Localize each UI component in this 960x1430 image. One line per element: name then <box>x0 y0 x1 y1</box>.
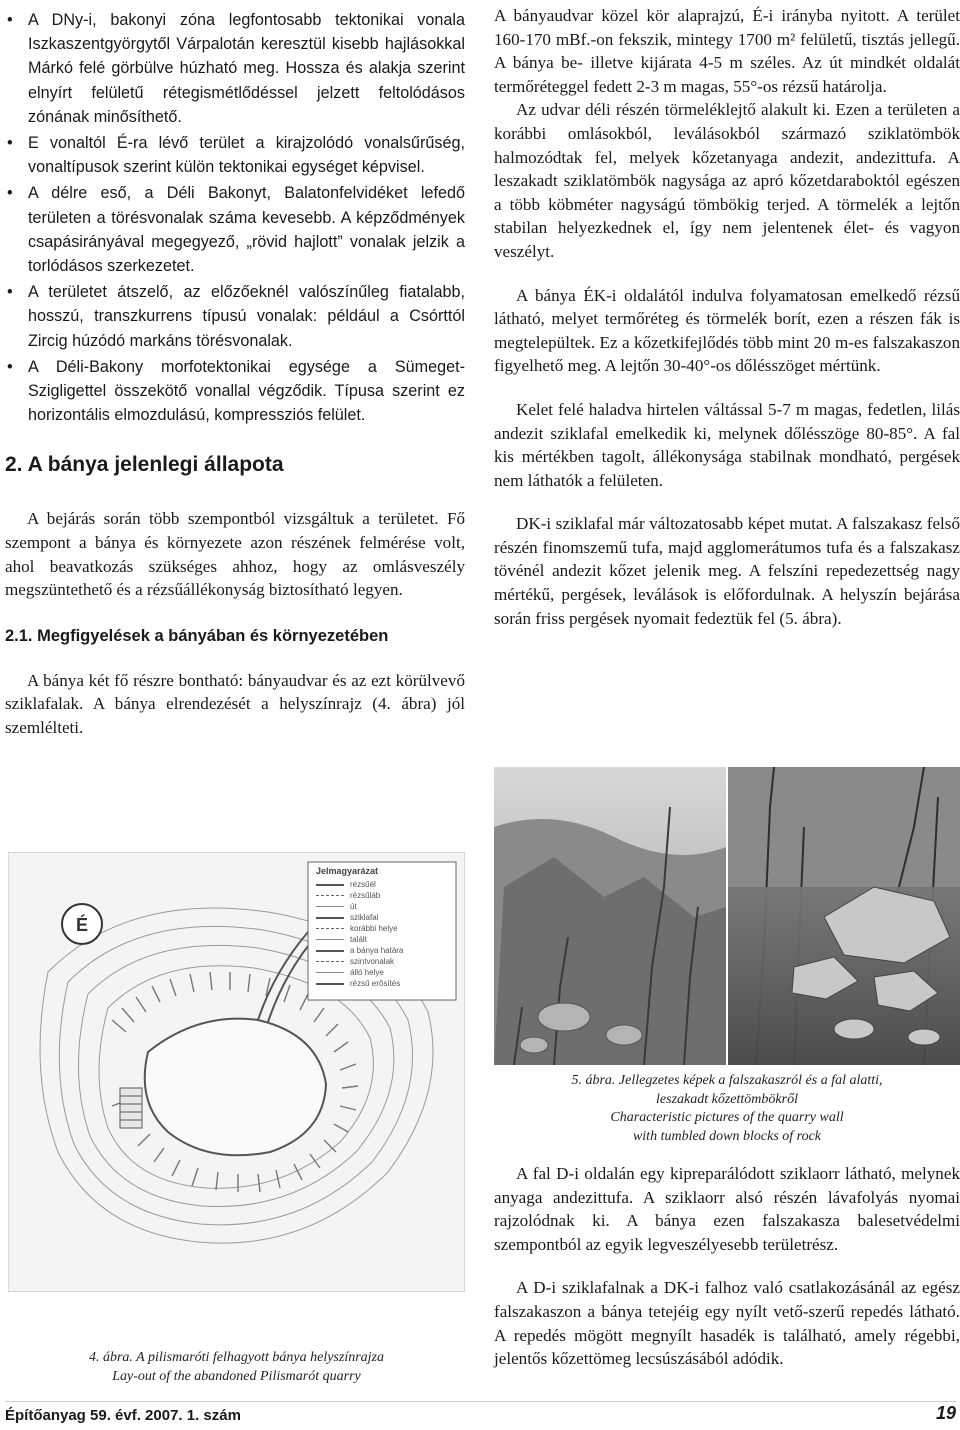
bullet-item: • A Déli-Bakony morfotektonikai egysége a Sümeget-Szigligettel összekötő vonallal végződik. Típusa szerint ez horizontális elmozdulású, kompressziós felület. <box>7 357 465 425</box>
legend-title: Jelmagyarázat <box>316 866 379 876</box>
legend-swatch <box>316 928 344 929</box>
figure-5-caption <box>494 1072 960 1146</box>
bullet-text: A DNy-i, bakonyi zóna legfontosabb tektonikai vonala Iszkaszentgyörgytől Várpalotán keresztül kisebb hajlásokkal Márkó felé görbülve húzható meg. Hossza és alakja szerint elnyírt felületű rétegismétlődéssel jelzett feltolódásos zónának minősíthető. <box>28 11 465 126</box>
body-paragraph: Kelet felé haladva hirtelen váltással 5-7 m magas, fedetlen, lilás andezit sziklafal emelkedik ki, melynek dőlésszöge 80-85°. A fal kis mértékben tagolt, állékonysága stabilnak mondható, pergések nem láthatók a felületen. <box>494 399 960 490</box>
bullet-item: • E vonaltól É-ra lévő terület a kirajzolódó vonalsűrűség, vonaltípusok szerint külön tektonikai egységet képvisel. <box>7 134 465 177</box>
site-plan-legend <box>316 866 452 989</box>
figure-5-caption-line: with tumbled down blocks of rock <box>632 1128 822 1144</box>
figure-4-caption <box>8 1349 465 1386</box>
body-paragraph: A fal D-i oldalán egy kipreparálódott sziklaorr látható, melynek anyaga andezittufa. A sziklaorr alsó részén lávafolyás nyomai rajzolódnak ki. A bánya ezen falszakasza balesetvédelmi szempontból az egyik legveszélyesebb területrész. <box>494 1164 960 1254</box>
legend-item <box>316 879 452 890</box>
legend-label: rézsűél <box>350 880 376 889</box>
legend-label: a bánya határa <box>350 946 404 955</box>
figure-5-caption-line: 5. ábra. Jellegzetes képek a falszakaszról és a fal alatti, <box>571 1073 883 1088</box>
figure-4-caption-hu: 4. ábra. A pilismaróti felhagyott bánya helyszínrajza <box>88 1350 385 1365</box>
body-paragraph: A D-i sziklafalnak a DK-i falhoz való csatlakozásánál az egész falszakaszon a bánya tetejéig egy nyílt vető-szerű repedés látható. A repedés mögött megnyílt hasadék is található, amely régebbi, jelentős kőzettömeg lecsúszásából adódik. <box>494 1278 960 1369</box>
legend-label: rézsű erősítés <box>350 979 401 988</box>
svg-text:É: É <box>75 915 89 935</box>
right-column <box>494 0 960 630</box>
legend-swatch <box>316 972 344 973</box>
bullet-item: • A területet átszelő, az előzőeknél valószínűleg fiatalabb, hosszú, transzkurrens típusú vonalak: például a Csórttól Zircig húzódó markáns törésvonalak. <box>7 283 465 350</box>
legend-swatch <box>316 939 344 940</box>
legend-label: korábbi helye <box>350 924 398 933</box>
legend-item <box>316 901 452 912</box>
legend-label: szintvonalak <box>350 957 395 966</box>
left-column <box>5 0 465 740</box>
figure-5-caption-line: Characteristic pictures of the quarry wall <box>610 1110 844 1125</box>
legend-item <box>316 945 452 956</box>
journal-footer: Építőanyag 59. évf. 2007. 1. szám <box>5 1407 241 1424</box>
north-arrow-icon <box>62 904 102 944</box>
legend-swatch <box>316 961 344 962</box>
body-paragraph: DK-i sziklafal már változatosabb képet mutat. A falszakasz felső részén finomszemű tufa, majd agglomerátumos tufa és a falszakasz tövénél andezit kőzet jelenik meg. A felszíni repedezettség nagy mértékű, pergések, leválások is előfordulnak. A helyszín bejárása során friss pergések nyomait fedeztük fel (5. ábra). <box>494 514 960 628</box>
legend-label: rézsűláb <box>350 891 381 900</box>
bullet-item: • A DNy-i, bakonyi zóna legfontosabb tektonikai vonala Iszkaszentgyörgytől Várpalotán keresztül kisebb hajlásokkal Márkó felé görbülve húzható meg. Hossza és alakja szerint elnyírt felületű rétegismétlődéssel jelzett feltolódásos zónának minősíthető. <box>7 11 465 126</box>
bullet-text: A Déli-Bakony morfotektonikai egysége a Sümeget-Szigligettel összekötő vonallal végződik. Típusa szerint ez horizontális elmozdulású, kompressziós felület. <box>28 357 465 425</box>
subsection-paragraph: A bánya két fő részre bontható: bányaudvar és az ezt körülvevő sziklafalak. A bánya elrendezését a helyszínrajz (4. ábra) jól szemlélteti. <box>5 670 465 738</box>
legend-items <box>316 879 452 989</box>
legend-label: álló helye <box>350 968 384 977</box>
right-column-lower <box>494 1162 960 1371</box>
legend-swatch <box>316 895 344 896</box>
legend-swatch <box>316 906 344 907</box>
tectonic-bullet-list <box>5 8 465 427</box>
legend-item <box>316 923 452 934</box>
quarry-photo-figure <box>494 767 960 1065</box>
legend-item <box>316 967 452 978</box>
body-paragraph: Az udvar déli részén törmeléklejtő alakult ki. Ezen a területen a korábbi omlásokból, leválásokból származó sziklatömbök halmozódtak fel, melyek kőzetanyaga andezit, andezittufa. A leszakadt sziklatömbök nagysága az apró kőzetdaraboktól egészen a több köbméter nagyságú tömbökig terjed. A törmelék a lejtőn stabilan helyezkednek el, így nem jelentenek élet- és vagyon veszélyt. <box>494 100 960 261</box>
legend-swatch <box>316 884 344 886</box>
legend-swatch <box>316 983 344 985</box>
section-paragraph: A bejárás során több szempontból vizsgáltuk a területet. Fő szempont a bánya és környezete azon részének felmérése volt, ahol beavatkozás szükséges ahhoz, hogy az omlásveszély megszüntethető és a rézsűállékonyság biztosítható legyen. <box>5 509 465 600</box>
legend-item <box>316 978 452 989</box>
legend-item <box>316 912 452 923</box>
legend-label: út <box>350 902 357 911</box>
bullet-item: • A délre eső, a Déli Bakonyt, Balatonfelvidéket lefedő területen a törésvonalak száma kevesebb. A képződmények csapásirányával megegyező, „rövid hajlott” vonalak jelzik a torlódásos szerkezetet. <box>7 184 465 276</box>
quarry-photos <box>494 767 960 1065</box>
body-paragraph: A bánya ÉK-i oldalától indulva folyamatosan emelkedő rézsű látható, melyet termőréteg és törmelék borít, ezen a részen fák is megtelepültek. Ez a kőzetkifejlődés több mint 20 m-es falszakaszon figyelhető meg. A lejtőn 30-40°-os dőlésszöget mértünk. <box>494 285 960 376</box>
legend-swatch <box>316 917 344 919</box>
body-paragraph: A bányaudvar közel kör alaprajzú, É-i irányba nyitott. A terület 160-170 mBf.-on fekszik, mintegy 1700 m² felületű, tisztás jellegű. A bánya be- illetve kijárata 4-5 m széles. Az út mindkét oldalát termőréteggel fedett 2-3 m magas, 55°-os rézsű határolja. <box>494 6 960 96</box>
footer-rule <box>5 1401 956 1402</box>
page-number: 19 <box>935 1403 956 1423</box>
subsection-heading: 2.1. Megfigyelések a bányában és környezetében <box>5 626 389 645</box>
bullet-text: A területet átszelő, az előzőeknél valószínűleg fiatalabb, hosszú, transzkurrens típusú vonalak: például a Csórttól Zircig húzódó markáns törésvonalak. <box>28 283 465 350</box>
legend-item <box>316 956 452 967</box>
legend-label: talált <box>350 935 367 944</box>
legend-swatch <box>316 950 344 952</box>
site-plan-figure <box>8 852 465 1292</box>
legend-label: sziklafal <box>350 913 379 922</box>
figure-4-caption-en: Lay-out of the abandoned Pilismarót quarry <box>112 1368 361 1384</box>
figure-5-caption-line: leszakadt kőzettömbökről <box>656 1091 798 1107</box>
legend-item <box>316 890 452 901</box>
bullet-text: A délre eső, a Déli Bakonyt, Balatonfelvidéket lefedő területen a törésvonalak száma kevesebb. A képződmények csapásirányával megegyező, „rövid hajlott” vonalak jelzik a torlódásos szerkezetet. <box>28 184 465 276</box>
section-heading: 2. A bánya jelenlegi állapota <box>5 453 284 477</box>
bullet-text: E vonaltól É-ra lévő terület a kirajzolódó vonalsűrűség, vonaltípusok szerint külön tektonikai egységet képvisel. <box>28 134 465 177</box>
legend-item <box>316 934 452 945</box>
